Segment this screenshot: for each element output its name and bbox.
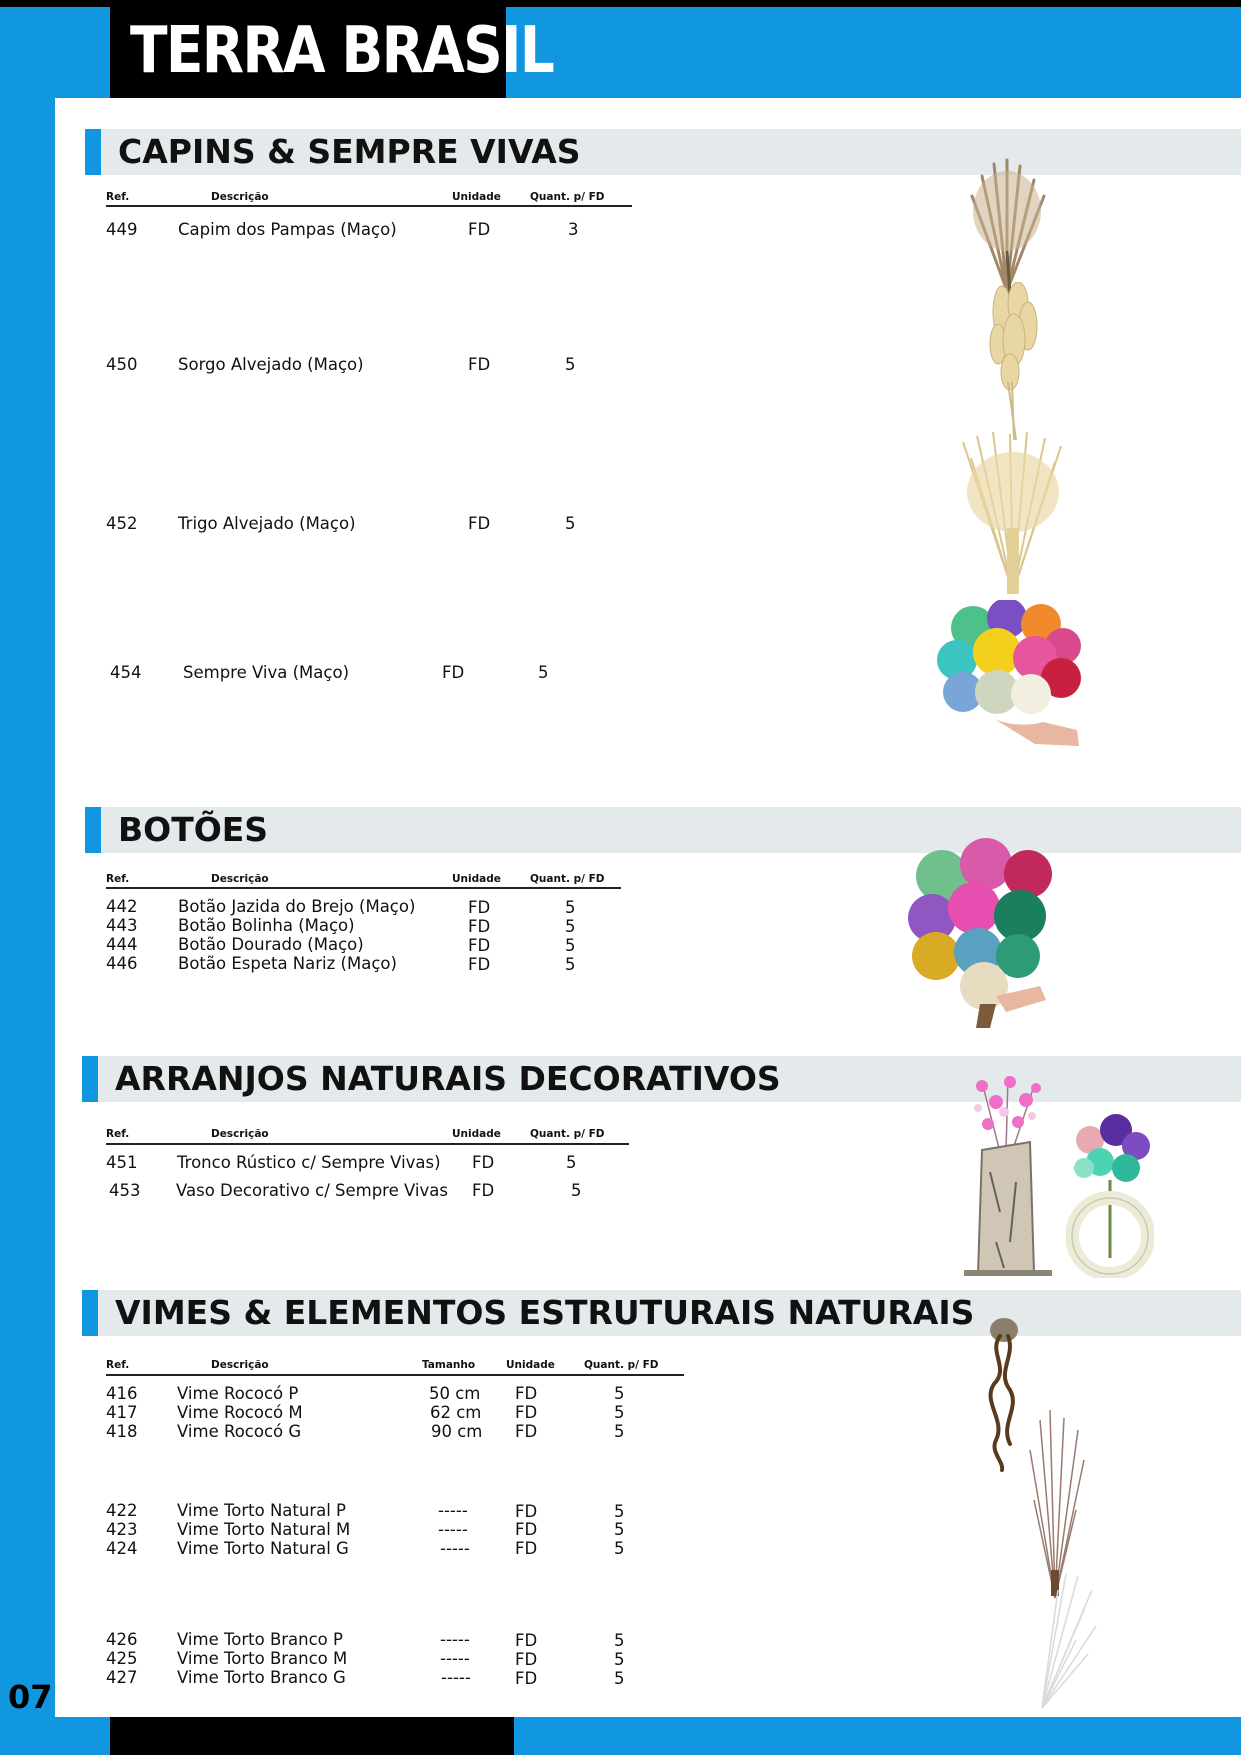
row-ref: 444 [106, 935, 138, 954]
section-header-vimes [82, 1290, 1241, 1336]
row-ref: 423 [106, 1520, 138, 1539]
row-ref: 418 [106, 1422, 138, 1441]
row-ref: 425 [106, 1649, 138, 1668]
row-unit: FD [442, 663, 465, 682]
row-qty: 5 [565, 955, 576, 974]
row-ref: 443 [106, 916, 138, 935]
row-size: ----- [441, 1668, 471, 1687]
section-accent [85, 129, 101, 175]
row-qty: 5 [565, 898, 576, 917]
row-unit: FD [515, 1403, 538, 1422]
row-unit: FD [472, 1181, 495, 1200]
row-desc: Vime Torto Branco M [177, 1649, 348, 1668]
row-unit: FD [468, 220, 491, 239]
row-unit: FD [515, 1422, 538, 1441]
row-qty: 3 [568, 220, 579, 239]
wheat-image [955, 432, 1070, 596]
col-header-desc: Descrição [211, 1359, 269, 1371]
row-size: ----- [438, 1501, 468, 1520]
section-accent [82, 1290, 98, 1336]
col-header-qty: Quant. p/ FD [530, 873, 605, 885]
row-unit: FD [468, 898, 491, 917]
row-desc: Botão Bolinha (Maço) [178, 916, 355, 935]
row-qty: 5 [614, 1539, 625, 1558]
row-qty: 5 [565, 936, 576, 955]
brand-logo-text: TERRA BRASIL [130, 14, 554, 88]
col-header-ref: Ref. [106, 1359, 130, 1371]
row-qty: 5 [571, 1181, 582, 1200]
row-unit: FD [515, 1539, 538, 1558]
row-ref: 454 [110, 663, 142, 682]
row-desc: Vaso Decorativo c/ Sempre Vivas [176, 1181, 448, 1200]
row-ref: 417 [106, 1403, 138, 1422]
row-unit: FD [515, 1631, 538, 1650]
col-header-qty: Quant. p/ FD [584, 1359, 659, 1371]
col-header-ref: Ref. [106, 191, 130, 203]
row-desc: Capim dos Pampas (Maço) [178, 220, 397, 239]
row-unit: FD [515, 1650, 538, 1669]
row-size: 90 cm [431, 1422, 483, 1441]
col-header-unit: Unidade [506, 1359, 555, 1371]
row-ref: 426 [106, 1630, 138, 1649]
row-ref: 427 [106, 1668, 138, 1687]
row-desc: Vime Torto Branco P [177, 1630, 343, 1649]
section-title: ARRANJOS NATURAIS DECORATIVOS [115, 1059, 781, 1098]
section-accent [85, 807, 101, 853]
row-desc: Vime Torto Natural M [177, 1520, 351, 1539]
table-header-rule [106, 205, 632, 207]
row-ref: 442 [106, 897, 138, 916]
white-twisted-wicker-image [1018, 1570, 1098, 1710]
section-header-arranjos [82, 1056, 1241, 1102]
row-desc: Sempre Viva (Maço) [183, 663, 350, 682]
row-size: 50 cm [429, 1384, 481, 1403]
row-size: ----- [440, 1539, 470, 1558]
row-ref: 416 [106, 1384, 138, 1403]
col-header-desc: Descrição [211, 191, 269, 203]
row-ref: 422 [106, 1501, 138, 1520]
row-qty: 5 [566, 1153, 577, 1172]
rustic-trunk-arrangement-image [960, 1072, 1056, 1278]
row-size: ----- [440, 1649, 470, 1668]
row-qty: 5 [614, 1669, 625, 1688]
row-unit: FD [468, 936, 491, 955]
col-header-size: Tamanho [422, 1359, 476, 1371]
row-desc: Sorgo Alvejado (Maço) [178, 355, 364, 374]
row-ref: 451 [106, 1153, 138, 1172]
row-ref: 450 [106, 355, 138, 374]
row-qty: 5 [565, 355, 576, 374]
row-qty: 5 [614, 1384, 625, 1403]
row-desc: Vime Rococó G [177, 1422, 302, 1441]
col-header-desc: Descrição [211, 873, 269, 885]
section-header-botoes [85, 807, 1241, 853]
section-title: BOTÕES [118, 810, 269, 849]
row-unit: FD [515, 1384, 538, 1403]
row-ref: 424 [106, 1539, 138, 1558]
pampas-grass-image [962, 156, 1052, 296]
row-qty: 5 [614, 1403, 625, 1422]
sorghum-image [980, 282, 1046, 440]
col-header-ref: Ref. [106, 1128, 130, 1140]
row-desc: Botão Jazida do Brejo (Maço) [178, 897, 416, 916]
row-desc: Trigo Alvejado (Maço) [178, 514, 356, 533]
row-ref: 452 [106, 514, 138, 533]
row-size: ----- [440, 1630, 470, 1649]
section-title: CAPINS & SEMPRE VIVAS [118, 132, 581, 171]
table-header-rule [106, 1143, 629, 1145]
row-desc: Vime Torto Natural G [177, 1539, 349, 1558]
row-unit: FD [515, 1520, 538, 1539]
bottom-black-strip [110, 1717, 514, 1755]
section-header-capins [85, 129, 1241, 175]
row-desc: Vime Torto Natural P [177, 1501, 346, 1520]
row-desc: Vime Rococó M [177, 1403, 303, 1422]
row-qty: 5 [614, 1631, 625, 1650]
table-header-rule [106, 887, 621, 889]
decorative-vase-arrangement-image [1066, 1110, 1154, 1278]
row-qty: 5 [614, 1502, 625, 1521]
everlasting-flowers-image [935, 600, 1085, 748]
page-number: 07 [8, 1678, 53, 1716]
col-header-unit: Unidade [452, 191, 501, 203]
row-unit: FD [468, 917, 491, 936]
table-header-rule [106, 1374, 684, 1376]
row-unit: FD [468, 955, 491, 974]
row-qty: 5 [614, 1422, 625, 1441]
col-header-qty: Quant. p/ FD [530, 191, 605, 203]
col-header-qty: Quant. p/ FD [530, 1128, 605, 1140]
row-qty: 5 [538, 663, 549, 682]
row-qty: 5 [565, 514, 576, 533]
row-ref: 449 [106, 220, 138, 239]
col-header-unit: Unidade [452, 873, 501, 885]
row-qty: 5 [614, 1520, 625, 1539]
row-qty: 5 [614, 1650, 625, 1669]
col-header-desc: Descrição [211, 1128, 269, 1140]
row-unit: FD [468, 514, 491, 533]
row-qty: 5 [565, 917, 576, 936]
row-size: ----- [438, 1520, 468, 1539]
brand-header [110, 7, 554, 98]
row-unit: FD [515, 1502, 538, 1521]
row-unit: FD [515, 1669, 538, 1688]
row-desc: Tronco Rústico c/ Sempre Vivas) [177, 1153, 441, 1172]
row-unit: FD [472, 1153, 495, 1172]
button-flowers-image [906, 836, 1066, 1028]
row-ref: 446 [106, 954, 138, 973]
section-title: VIMES & ELEMENTOS ESTRUTURAIS NATURAIS [115, 1293, 975, 1332]
col-header-unit: Unidade [452, 1128, 501, 1140]
row-ref: 453 [109, 1181, 141, 1200]
row-desc: Vime Torto Branco G [177, 1668, 346, 1687]
section-accent [82, 1056, 98, 1102]
row-desc: Botão Dourado (Maço) [178, 935, 364, 954]
row-unit: FD [468, 355, 491, 374]
row-size: 62 cm [430, 1403, 482, 1422]
col-header-ref: Ref. [106, 873, 130, 885]
row-desc: Botão Espeta Nariz (Maço) [178, 954, 397, 973]
row-desc: Vime Rococó P [177, 1384, 299, 1403]
top-black-strip [0, 0, 1241, 7]
